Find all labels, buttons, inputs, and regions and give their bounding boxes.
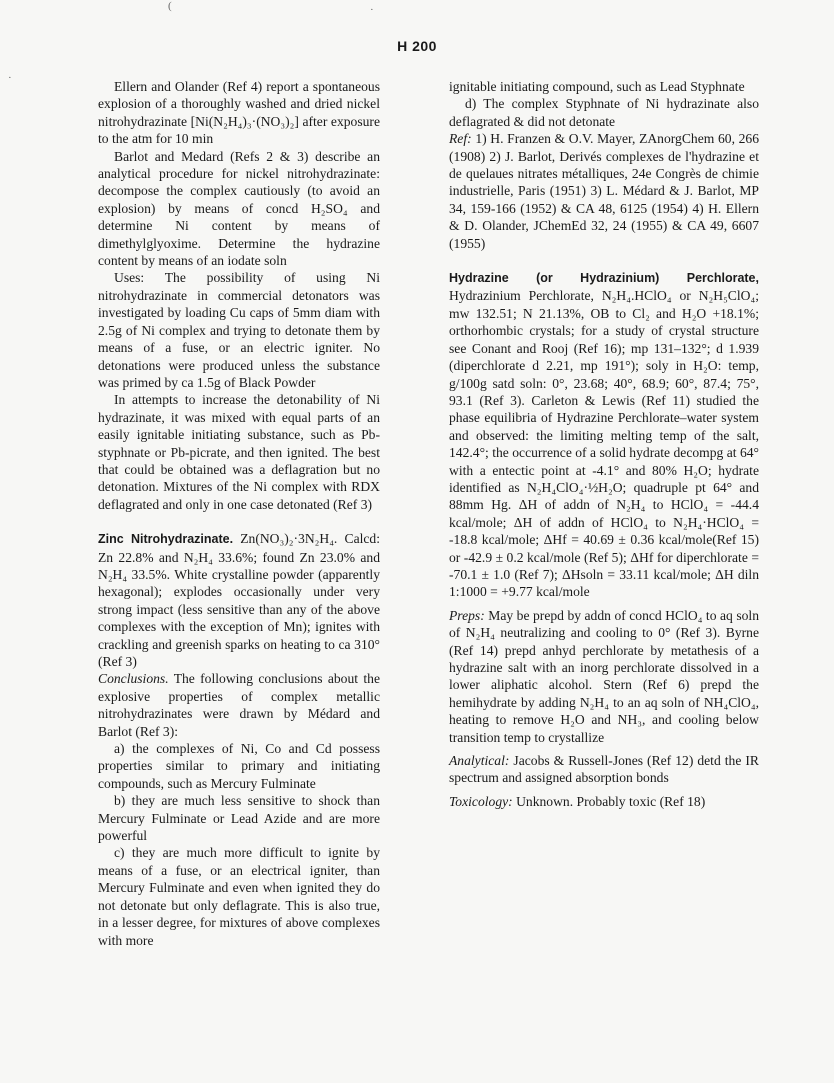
perchlorate-entry [449, 269, 759, 601]
zinc-entry [98, 530, 380, 670]
paragraph-analysis: Barlot and Medard (Refs 2 & 3) describe an analytical procedure for nickel nitrohydrazinate: decompose the complex cautiously (to avoid an explosion) by means of concd H₂SO₄ and determine Ni content by means of dimethylglyoxime. Determine the hydrazine content by means of an iodate soln [98, 148, 380, 269]
paragraph-detonability: In attempts to increase the detonability of Ni hydrazinate, it was mixed with equal parts of an easily ignitable initiating substance, such as Pb-styphnate or Pb-picrate, and then ignited. The best that could be obtained was a deflagration but no detonation. Mixtures of the Ni complex with RDX deflagrated and only in one case detonated (Ref 3) [98, 392, 380, 512]
continued-text: ignitable initiating compound, such as Lead Styphnate [449, 79, 745, 94]
conclusion-item-b: b) they are much less sensitive to shock than Mercury Fulminate or Lead Azide and are more powerful [98, 793, 380, 844]
analytical [449, 752, 759, 787]
conclusions [98, 670, 380, 740]
perchlorate-heading: Hydrazine (or Hydrazinium) Perchlorate, [449, 271, 759, 286]
preps-body: May be prepd by addn of concd HClO₄ to aq soln of N₂H₄ neutralizing and cooling to 0° (Ref 3). Byrne (Ref 14) prepd anhyd perchlorate by metathesis of a hydrazine salt with an inorg perchlorate dissolved in a lower aliphatic alcohol. Stern (Ref 6) prepd the hemihydrate by adding N₂H₄ to an aq soln of NH₄ClO₄, heating to remove H₂O and NH₃, and cooling below transition temp to crystallize [449, 607, 759, 745]
ref-label: Ref: [449, 131, 472, 147]
zinc-body: Zn(NO₃)₂·3N₂H₄. Calcd: Zn 22.8% and N₂H₄ 33.6%; found Zn 23.0% and N₂H₄ 33.5%. White crystalline powder (apparently hexagonal); explodes occasionally under very strong impact (less sensitive than any of the above complexes with the exception of Mn); ignites with crackling and greenish sparks on heating to ca 310° (Ref 3) [98, 531, 380, 669]
scan-mark: · [370, 4, 374, 16]
ref-list: 1) H. Franzen & O.V. Mayer, ZAnorgChem 60, 266 (1908) 2) J. Barlot, Derivés complexes de l'hydrazine et de quelaues nitrates métalliques, 24e Congrès de chimie industrielle, Paris (1951) 3) L. Médard & J. Barlot, MP 34, 159-166 (1952) & CA 48, 6125 (1954) 4) H. Ellern & D. Olander, JChemEd 32, 24 (1955) & CA 49, 6607 (1955) [449, 131, 759, 251]
toxicology-body: Unknown. Probably toxic (Ref 18) [516, 793, 706, 809]
scan-mark: ( [168, 0, 172, 12]
zinc-heading: Zinc Nitrohydrazinate. [98, 532, 234, 547]
analytical-body: Jacobs & Russell-Jones (Ref 12) detd the IR spectrum and assigned absorption bonds [449, 753, 759, 786]
conclusion-item-d: d) The complex Styphnate of Ni hydrazinate also deflagrated & did not detonate [449, 96, 759, 129]
left-column [98, 78, 380, 949]
preps-label: Preps: [449, 607, 485, 623]
analytical-label: Analytical: [449, 753, 510, 769]
preps [449, 607, 759, 746]
right-column [449, 78, 759, 810]
toxicology [449, 793, 759, 810]
perchlorate-body: Hydrazinium Perchlorate, N₂H₄.HClO₄ or N₂H₅ClO₄; mw 132.51; N 21.13%, OB to Cl₂ and H₂O +18.1%; orthorhombic crystals; for a study of crystal structure see Conant and Rooj (Ref 16); mp 131–132°; d 1.939 (diperchlorate d 2.21, mp 191°); soly in H₂O: temp, g/100g satd soln: 0°, 23.68; 40°, 68.9; 60°, 87.4; 75°, 93.1 (Ref 3). Carleton & Lewis (Ref 11) studied the phase equilibria of Hydrazine Perchlorate–water system and observed: the limiting melting temp of the salt, 142.4°; the occurrence of a solid hydrate decompg at 64° with a entectic point at -4.1° and 80% H₂O; hydrate identified as N₂H₄ClO₄·½H₂O; quadruple pt 64° and 88mm Hg. ΔH of addn of N₂H₄ to HClO₄ = -44.4 kcal/mole; ΔH of addn of HClO₄ to N₂H₄·HClO₄ = -18.8 kcal/mole; ΔHf = 40.69 ± 0.36 kcal/mole(Ref 15) or -42.9 ± 0.2 kcal/mole (Ref 5); ΔHf for diperchlorate = -70.1 ± 1.0 (Ref 7); ΔHsoln = 33.11 kcal/mole; ΔH diln 1:1000 = +9.77 kcal/mole [449, 288, 759, 600]
paragraph-uses: Uses: The possibility of using Ni nitrohydrazinate in commercial detonators was investigated by loading Cu caps of 5mm diam with 2.5g of Ni complex and trying to detonate them by means of a fuse, or an electric igniter. No detonations were produced unless the substance was primed by ca 1.5g of Black Powder [98, 270, 380, 390]
conclusions-body: The following conclusions about the explosive properties of complex metallic nitrohydrazinates were drawn by Médard and Barlot (Ref 3): [98, 671, 380, 739]
scan-mark: · [8, 72, 12, 84]
conclusions-label: Conclusions. [98, 671, 169, 687]
conclusion-item-c: c) they are much more difficult to ignite by means of a fuse, or an electrical igniter, than Mercury Fulminate and even when ignited they do not detonate but only deflagrate. This is also true, in a lesser degree, for mixtures of above complexes with more [98, 845, 380, 948]
toxicology-label: Toxicology: [449, 793, 513, 809]
references [449, 130, 759, 252]
paragraph-ellern: Ellern and Olander (Ref 4) report a spontaneous explosion of a thoroughly washed and dried nickel nitrohydrazinate [Ni(N₂H₄)₃·(NO₃)₂] after exposure to the atm for 10 min [98, 79, 380, 147]
page-number: H 200 [397, 38, 437, 54]
conclusion-item-a: a) the complexes of Ni, Co and Cd possess properties similar to primary and initiating compounds, such as Mercury Fulminate [98, 741, 380, 791]
